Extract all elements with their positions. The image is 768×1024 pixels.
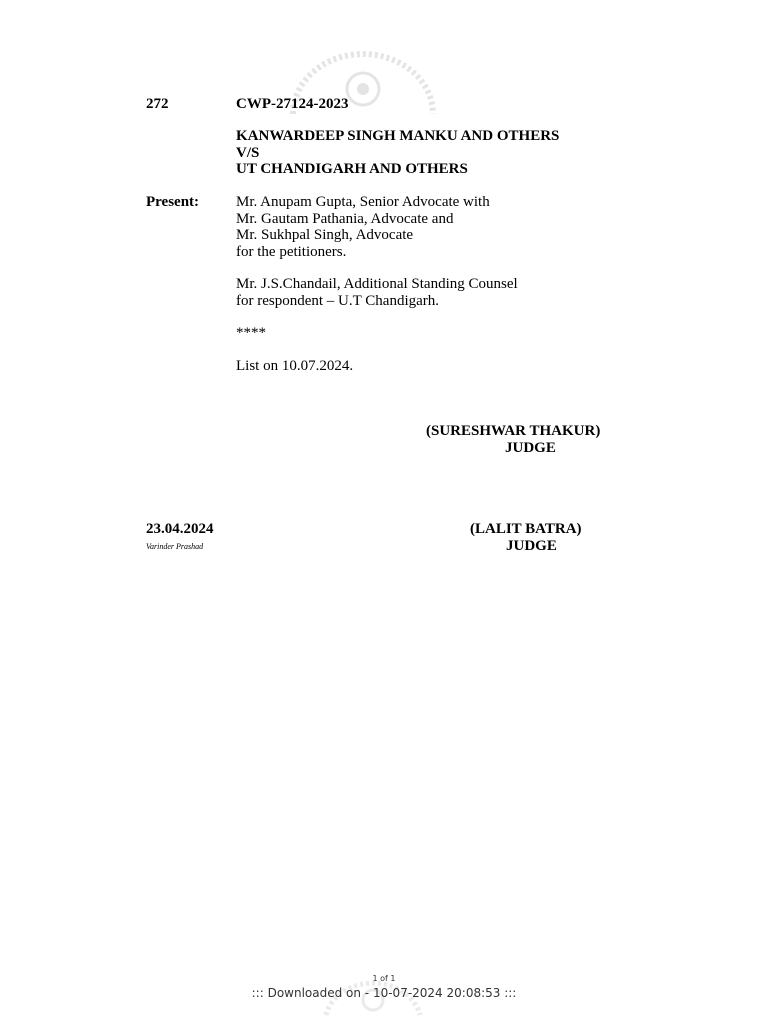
order-date: 23.04.2024	[146, 521, 214, 537]
download-stamp: ::: Downloaded on - 10-07-2024 20:08:53 :::	[251, 986, 517, 1000]
page-indicator: 1 of 1	[372, 974, 396, 983]
respondent-name: UT CHANDIGARH AND OTHERS	[236, 161, 468, 177]
item-number: 272	[146, 96, 169, 112]
separator: ****	[236, 325, 266, 341]
order-text: List on 10.07.2024.	[236, 358, 354, 374]
present-label: Present:	[146, 194, 200, 210]
petitioner-name: KANWARDEEP SINGH MANKU AND OTHERS	[236, 128, 560, 144]
signer-name: Varinder Prashad	[146, 542, 204, 551]
versus-label: V/S	[236, 144, 260, 161]
judge-1-name: (SURESHWAR THAKUR)	[426, 423, 601, 439]
judge-2-title: JUDGE	[506, 537, 557, 554]
petitioner-counsel-line: Mr. Anupam Gupta, Senior Advocate with	[236, 194, 490, 210]
petitioner-counsel-line: Mr. Gautam Pathania, Advocate and	[236, 210, 454, 227]
respondent-counsel-line: Mr. J.S.Chandail, Additional Standing Counsel	[236, 276, 518, 292]
case-number: CWP-27124-2023	[236, 96, 349, 112]
petitioner-counsel-line: Mr. Sukhpal Singh, Advocate	[236, 227, 414, 243]
respondent-counsel-line: for respondent – U.T Chandigarh.	[236, 292, 440, 309]
judge-1-title: JUDGE	[505, 439, 556, 456]
petitioner-counsel-line: for the petitioners.	[236, 243, 347, 260]
judge-2-name: (LALIT BATRA)	[470, 521, 582, 537]
